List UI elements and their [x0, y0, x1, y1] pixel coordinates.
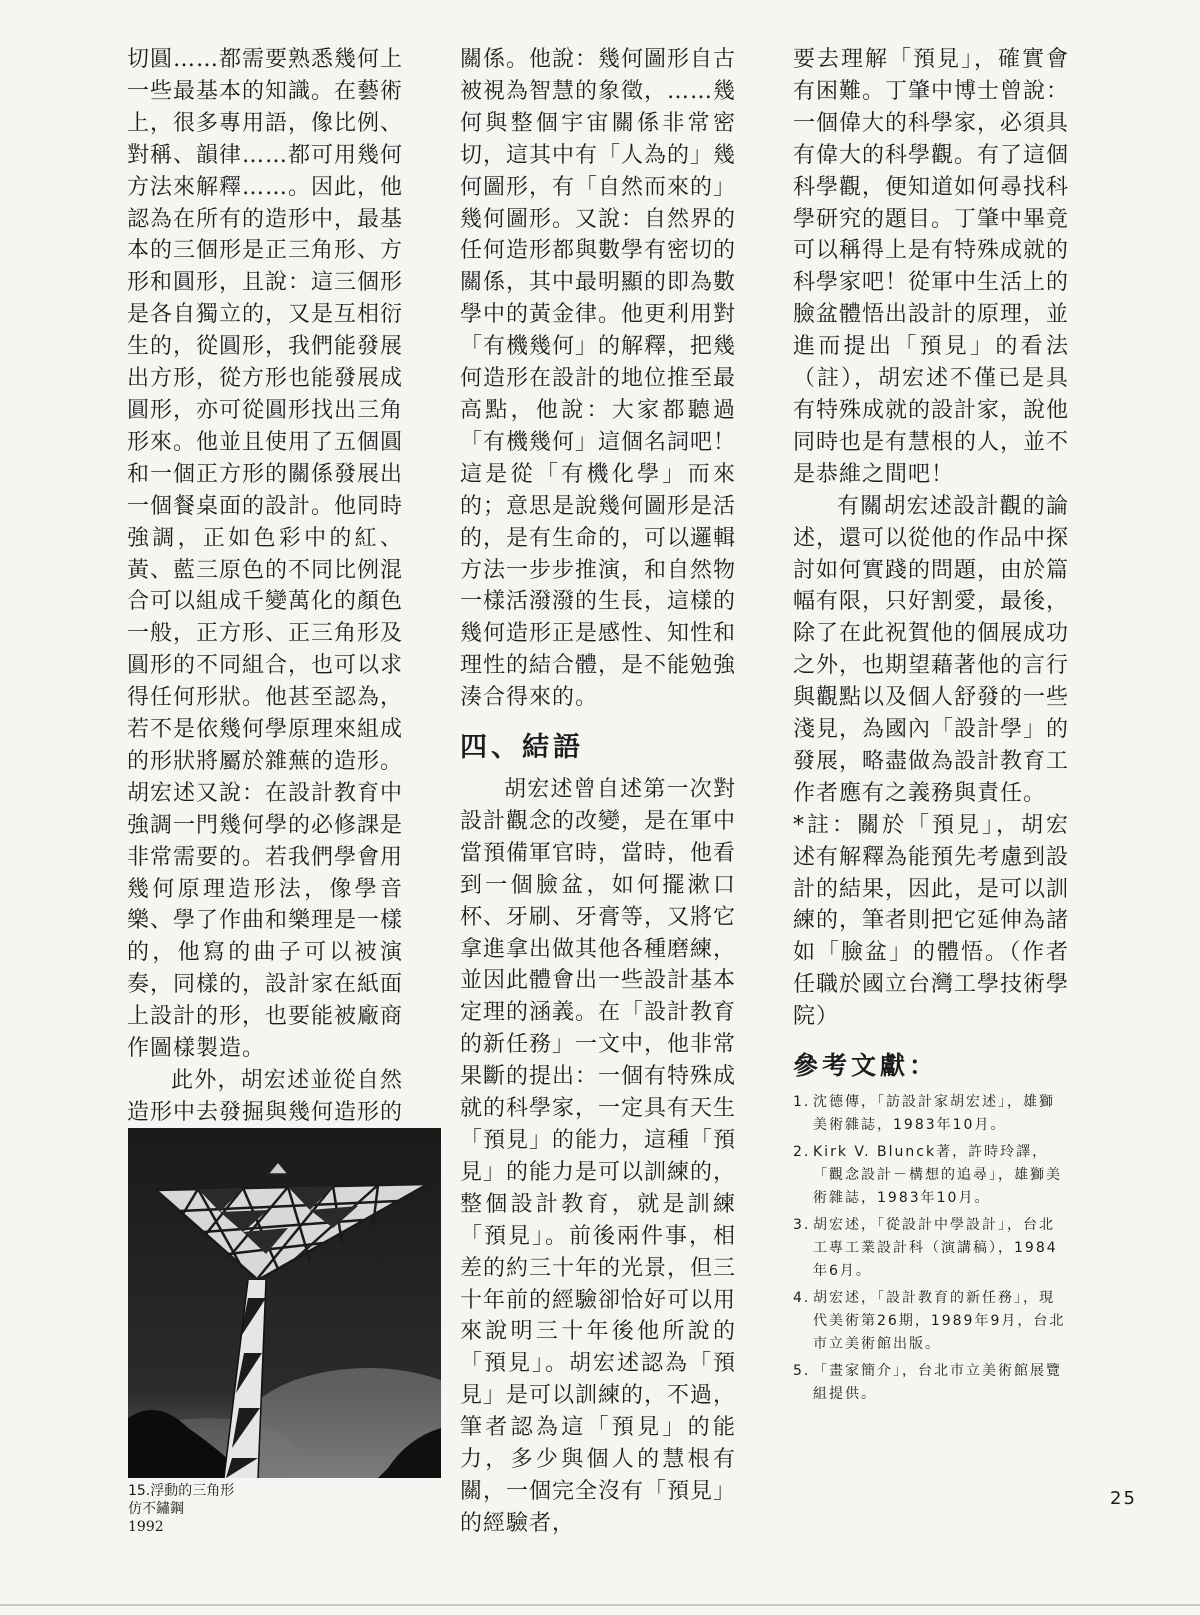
reference-number: 2.	[793, 1144, 811, 1161]
reference-number: 1.	[793, 1094, 811, 1111]
reference-text: 「畫家簡介」，台北市立美術館展覽組提供。	[813, 1363, 1062, 1403]
reference-item	[793, 1214, 1069, 1283]
reference-item	[793, 1141, 1069, 1210]
body-paragraph: 切圓……都需要熟悉幾何上一些最基本的知識。在藝術上，很多專用語，像比例、對稱、韻律……都可用幾何方法來解釋……。因此，他認為在所有的造形中，最基本的三個形是正三角形、方形和圓形，且說：這三個形是各自獨立的，又是互相衍生的，從圓形，我們能發展出方形，從方形也能發展成圓形，亦可從圓形找出三角形來。他並且使用了五個圓和一個正方形的關係發展出一個餐桌面的設計。他同時強調，正如色彩中的紅、黃、藍三原色的不同比例混合可以組成千變萬化的顏色一般，正方形、正三角形及圓形的不同組合，也可以求得任何形狀。他甚至認為，若不是依幾何學原理來組成的形狀將屬於雜蕪的造形。胡宏述又說：在設計教育中強調一門幾何學的必修課是非常需要的。若我們學會用幾何原理造形法，像學音樂、學了作曲和樂理是一樣的，他寫的曲子可以被演奏，同樣的，設計家在紙面上設計的形，也要能被廠商作圖樣製造。	[127, 47, 404, 1062]
body-paragraph: 此外，胡宏述並從自然造形中去發掘與幾何造形的	[127, 1068, 404, 1125]
floating-triangle-illustration	[128, 1128, 441, 1478]
body-paragraph: 關係。他說：幾何圖形自古被視為智慧的象徵，……幾何與整個宇宙關係非常密切，這其中有「人為的」幾何圖形，有「自然而來的」幾何圖形。又說：自然界的任何造形都與數學有密切的關係，其中最明顯的即為數學中的黃金律。他更利用對「有機幾何」的解釋，把幾何造形在設計的地位推至最高點，他說：大家都聽過「有機幾何」這個名詞吧！這是從「有機化學」而來的；意思是說幾何圖形是活的，是有生命的，可以邏輯方法一步步推演，和自然物一樣活潑潑的生長，這樣的幾何造形正是感性、知性和理性的結合體，是不能勉強湊合得來的。	[460, 47, 737, 711]
body-paragraph: 要去理解「預見」，確實會有困難。丁肇中博士曾說：一個偉大的科學家，必須具有偉大的科學觀。有了這個科學觀，便知道如何尋找科學研究的題目。丁肇中畢竟可以稱得上是有特殊成就的科學家吧！從軍中生活上的臉盆體悟出設計的原理，並進而提出「預見」的看法（註），胡宏述不僅已是具有特殊成就的設計家，說他同時也是有慧根的人，並不是恭維之間吧！	[793, 47, 1070, 487]
text-column-1	[127, 44, 403, 1129]
reference-number: 3.	[793, 1217, 811, 1234]
references-list	[793, 1091, 1069, 1406]
body-paragraph: 有關胡宏述設計觀的論述，還可以從他的作品中探討如何實踐的問題，由於篇幅有限，只好割愛，最後，除了在此祝賀他的個展成功之外，也期望藉著他的言行與觀點以及個人舒發的一些淺見，為國內「設計學」的發展，略盡做為設計教育工作者應有之義務與責任。	[793, 493, 1070, 806]
reference-item	[793, 1287, 1069, 1356]
reference-text: 胡宏述，「從設計中學設計」，台北工專工業設計科（演講稿），1984年6月。	[813, 1217, 1058, 1280]
caption-year: 1992	[128, 1519, 164, 1535]
text-column-3	[793, 44, 1069, 1410]
body-paragraph: 胡宏述曾自述第一次對設計觀念的改變，是在軍中當預備軍官時，當時，他看到一個臉盆，如何擺漱口杯、牙刷、牙膏等，又將它拿進拿出做其他各種磨練，並因此體會出一些設計基本定理的涵義。在「設計教育的新任務」一文中，他非常果斷的提出：一個有特殊成就的科學家，一定具有天生「預見」的能力，這種「預見」的能力是可以訓練的，整個設計教育，就是訓練「預見」。前後兩件事，相差的約三十年的光景，但三十年前的經驗卻恰好可以用來說明三十年後他所說的「預見」。胡宏述認為「預見」是可以訓練的，不過，筆者認為這「預見」的能力，多少與個人的慧根有關，一個完全沒有「預見」的經驗者，	[460, 777, 737, 1536]
sculpture-photo	[128, 1128, 441, 1478]
reference-item	[793, 1091, 1069, 1137]
text-column-2	[460, 44, 736, 1540]
caption-material: 仿不鏽鋼	[128, 1501, 184, 1517]
footnote: *註：關於「預見」，胡宏述有解釋為能預先考慮到設計的結果，因此，是可以訓練的，筆者則把它延伸為諸如「臉盆」的體悟。（作者任職於國立台灣工學技術學院）	[793, 812, 1070, 1030]
caption-title: 15.浮動的三角形	[128, 1483, 235, 1499]
page-edge-rule	[0, 1604, 1200, 1606]
reference-text: 胡宏述，「設計教育的新任務」，現代美術第26期，1989年9月，台北市立美術館出版。	[813, 1290, 1066, 1353]
page-number: 25	[1110, 1488, 1137, 1509]
reference-text: 沈德傳，「訪設計家胡宏述」，雄獅美術雜誌，1983年10月。	[813, 1094, 1055, 1134]
reference-number: 5.	[793, 1363, 811, 1380]
reference-item	[793, 1360, 1069, 1406]
reference-text: Kirk V. Blunck著，許時玲譯，「觀念設計－構想的追尋」，雄獅美術雜誌，1983年10月。	[813, 1144, 1062, 1207]
section-heading: 四、結語	[460, 732, 584, 764]
figure-caption	[128, 1482, 234, 1536]
references-heading: 參考文獻：	[793, 1051, 939, 1081]
reference-number: 4.	[793, 1290, 811, 1307]
